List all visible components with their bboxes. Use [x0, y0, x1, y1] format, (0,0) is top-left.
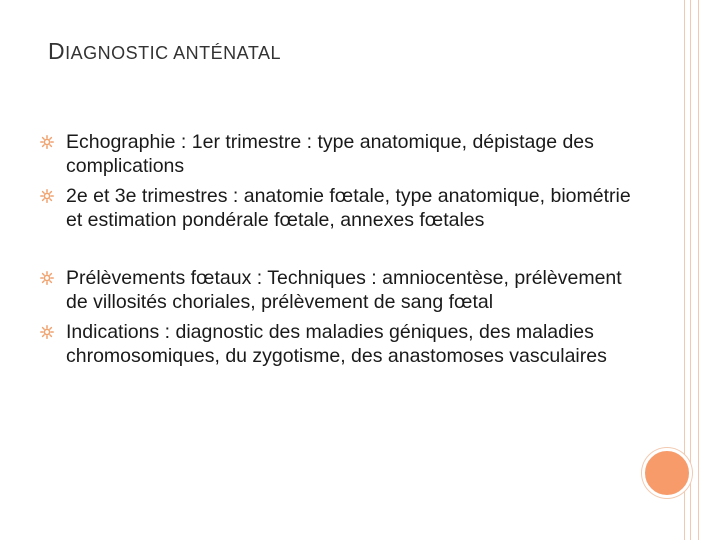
decorative-orange-circle [642, 448, 692, 498]
bullet-text: Prélèvements fœtaux : Techniques : amniocentèse, prélèvement de villosités choriales, prélèvement de sang fœtal [66, 267, 622, 313]
sun-bullet-icon [40, 325, 54, 339]
sun-bullet-icon [40, 271, 54, 285]
spacer [40, 232, 640, 266]
bullet-text: Echographie : 1er trimestre : type anatomique, dépistage des complications [66, 131, 594, 177]
sun-bullet-icon [40, 135, 54, 149]
decorative-rail-line [690, 0, 691, 540]
title-initial: D [48, 38, 66, 64]
decorative-rail-line [698, 0, 699, 540]
slide-title [48, 38, 281, 65]
bullet-text: Indications : diagnostic des maladies géniques, des maladies chromosomiques, du zygotisme, des anastomoses vasculaires [66, 321, 607, 367]
slide-body [40, 130, 640, 368]
title-rest: IAGNOSTIC ANTÉNATAL [65, 43, 281, 63]
bullet-item [40, 266, 640, 314]
bullet-item [40, 184, 640, 232]
sun-bullet-icon [40, 189, 54, 203]
bullet-item [40, 320, 640, 368]
bullet-item [40, 130, 640, 178]
bullet-text: 2e et 3e trimestres : anatomie fœtale, type anatomique, biométrie et estimation pondérale fœtale, annexes fœtales [66, 185, 631, 231]
